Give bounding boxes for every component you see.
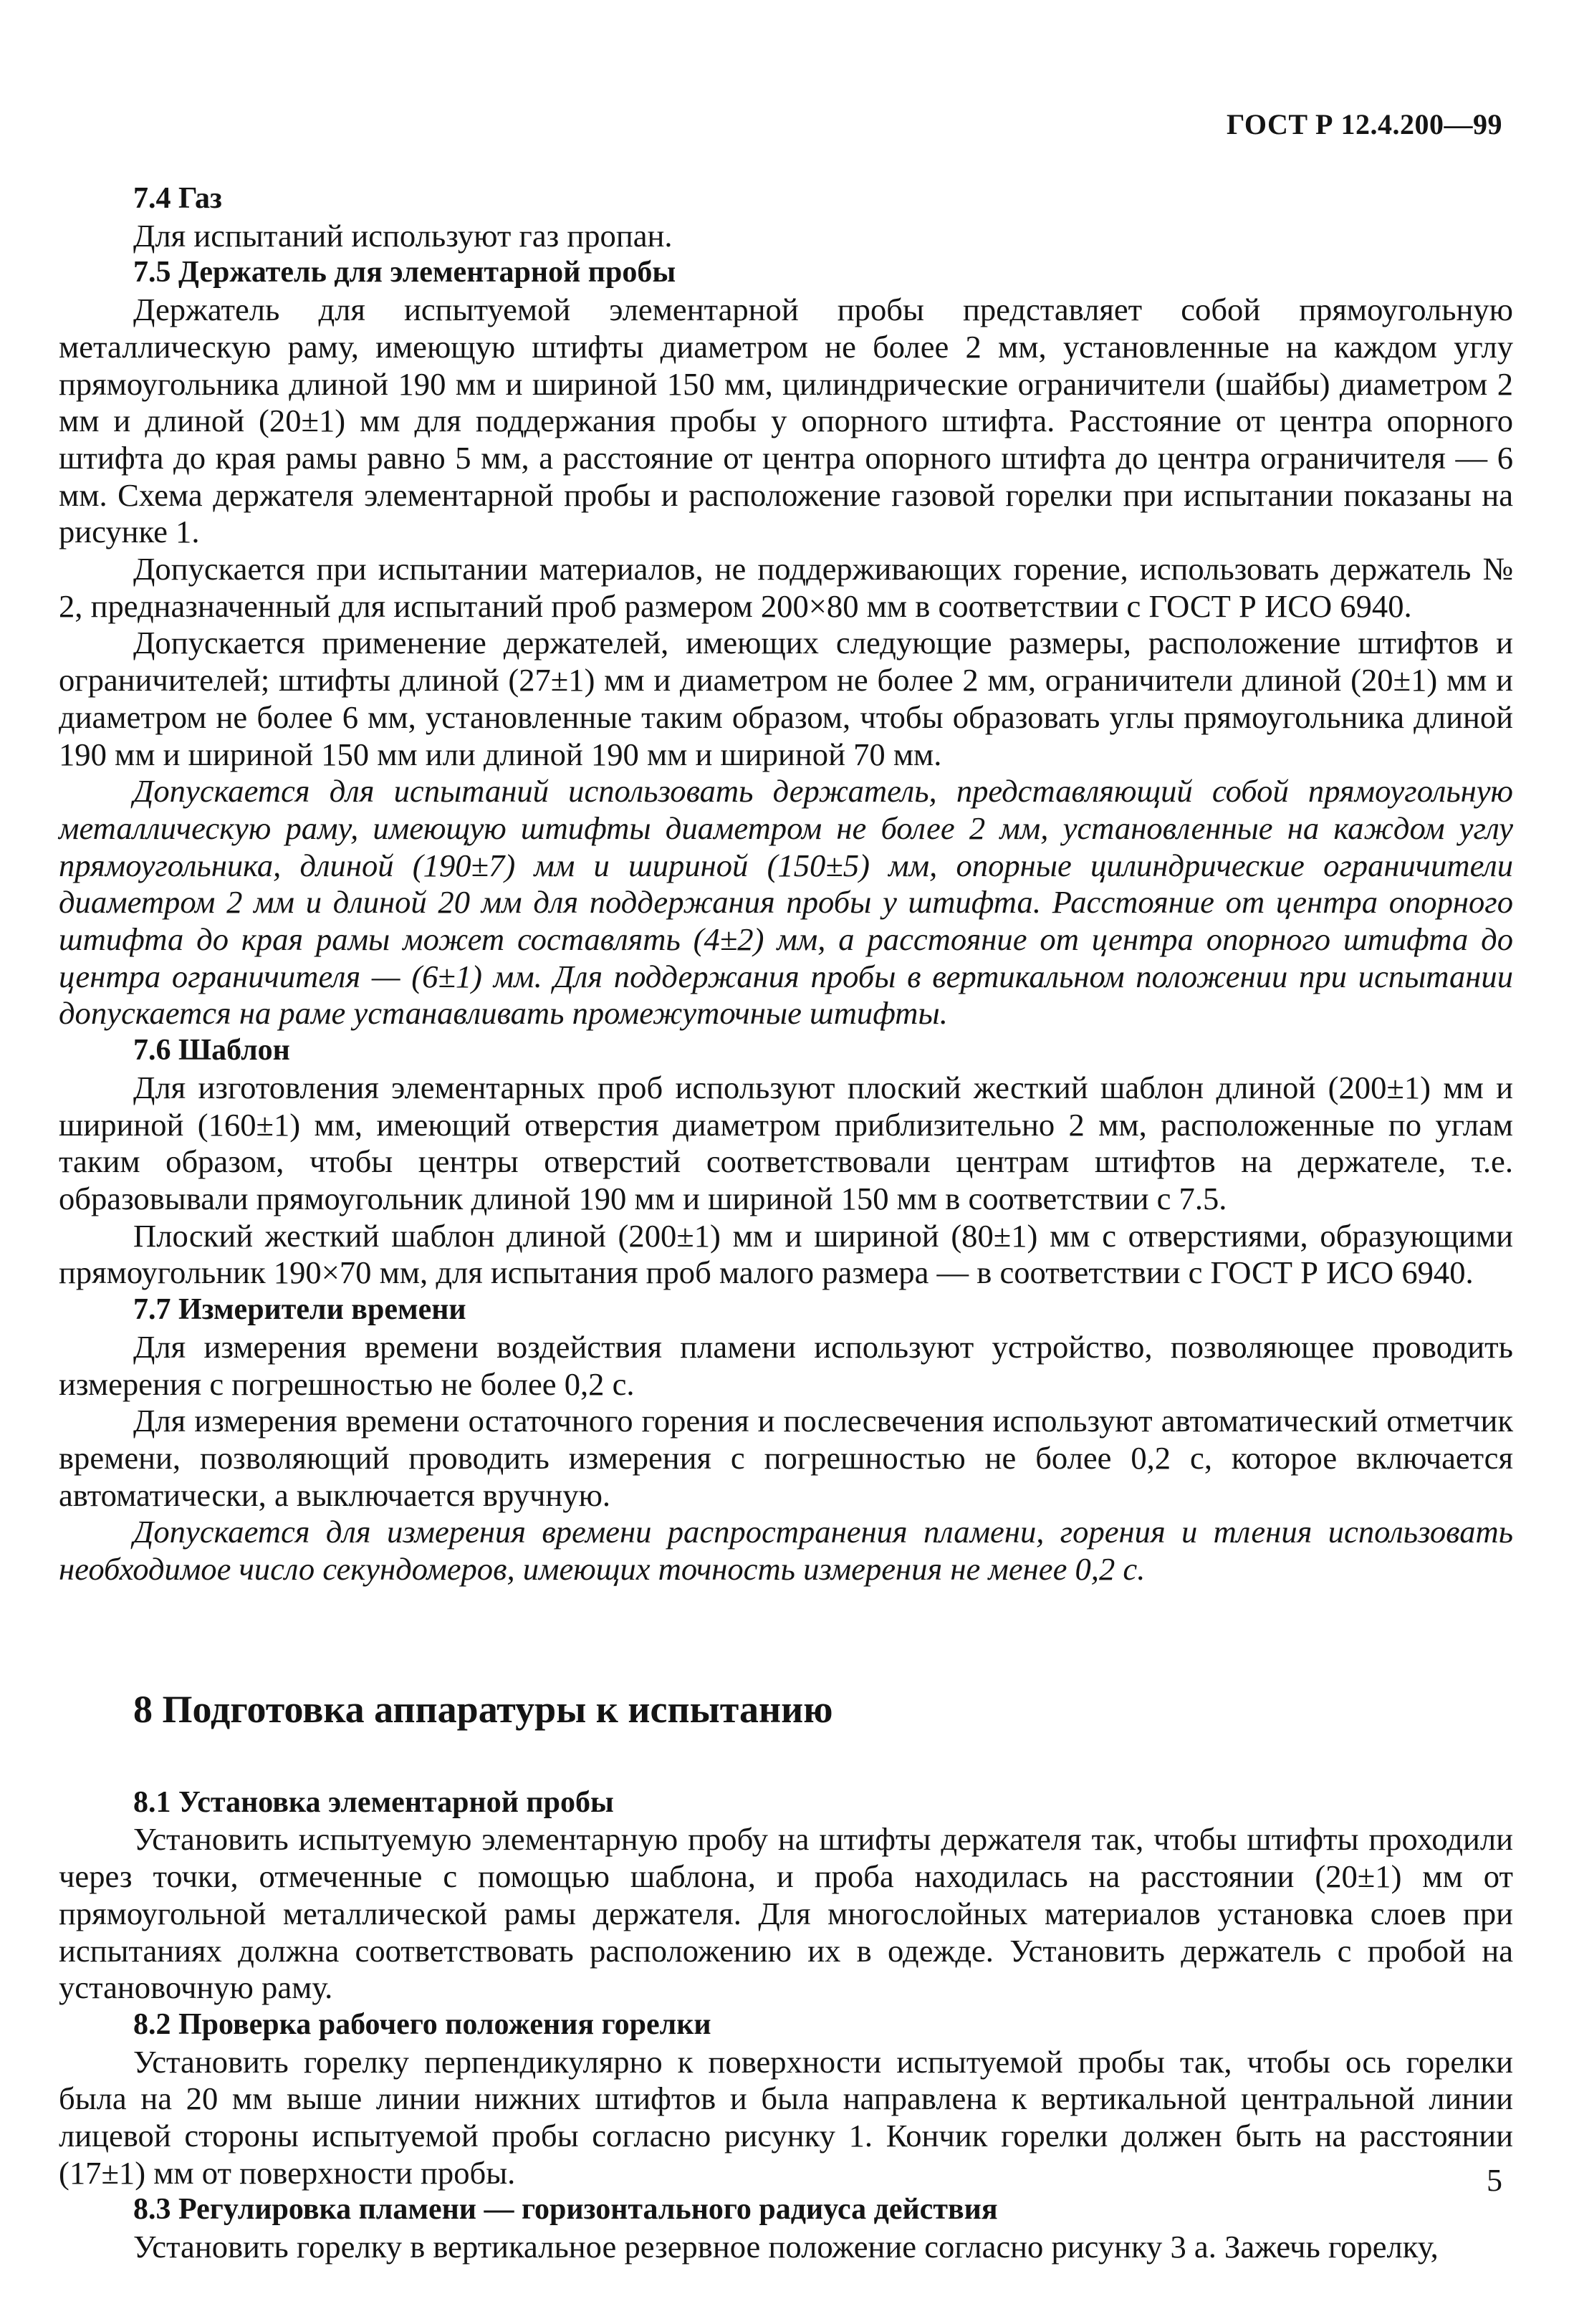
section-heading-7-4: 7.4 Газ [133, 182, 222, 215]
paragraph: Плоский жесткий шаблон длиной (200±1) мм и шириной (80±1) мм с отверстиями, образующими прямоугольник 190×70 мм, для испытания проб малого размера — в соответствии с ГОСТ Р ИСО 6940. [59, 1217, 1513, 1291]
paragraph: Установить горелку перпендикулярно к поверхности испытуемой пробы так, чтобы ось горелки была на 20 мм выше линии нижних штифтов и была направлена к вертикальной центральной линии лицевой стороны испытуемой пробы согласно рисунку 1. Кончик горелки должен быть на расстоянии (17±1) мм от поверхности пробы. [59, 2043, 1513, 2191]
paragraph: Для измерения времени воздействия пламени используют устройство, позволяющее проводить измерения с погрешностью не более 0,2 с. [59, 1328, 1513, 1402]
section-heading-8: 8 Подготовка аппаратуры к испытанию [133, 1687, 833, 1731]
section-heading-7-6: 7.6 Шаблон [133, 1034, 290, 1067]
document-body [59, 181, 1513, 2266]
section-heading-8-2: 8.2 Проверка рабочего положения горелки [133, 2007, 711, 2041]
paragraph: Для испытаний используют газ пропан. [133, 217, 673, 254]
section-heading-8-3: 8.3 Регулировка пламени — горизонтального радиуса действия [133, 2193, 998, 2227]
section-heading-7-7: 7.7 Измерители времени [133, 1293, 466, 1327]
paragraph: Держатель для испытуемой элементарной пробы представляет собой прямоугольную металлическую раму, имеющую штифты диаметром не более 2 мм, установленные на каждом углу прямоугольника длиной 190 мм и шириной 150 мм, цилиндрические ограничители (шайбы) диаметром 2 мм и длиной (20±1) мм для поддержания пробы у опорного штифта. Расстояние от центра опорного штифта до края рамы равно 5 мм, а расстояние от центра опорного штифта до центра ограничителя — 6 мм. Схема держателя элементарной пробы и расположение газовой горелки при испытании показаны на рисунке 1. [59, 292, 1513, 550]
paragraph: Установить испытуемую элементарную пробу на штифты держателя так, чтобы штифты проходили через точки, отмеченные с помощью шаблона, и проба находилась на расстоянии (20±1) мм от прямоугольной металлической рамы держателя. Для многослойных материалов установка слоев при испытаниях должна соответствовать расположению их в одежде. Установить держатель с пробой на установочную раму. [59, 1821, 1513, 2006]
paragraph: Установить горелку в вертикальное резервное положение согласно рисунку 3 а. Зажечь горелку, [133, 2229, 1439, 2265]
standard-code: ГОСТ Р 12.4.200—99 [1226, 108, 1502, 140]
paragraph: Допускается применение держателей, имеющих следующие размеры, расположение штифтов и ограничителей; штифты длиной (27±1) мм и диаметром не более 2 мм, ограничители длиной (20±1) мм и диаметром не более 6 мм, установленные таким образом, чтобы образовать углы прямоугольника длиной 190 мм и шириной 150 мм или длиной 190 мм и шириной 70 мм. [59, 625, 1513, 772]
paragraph: Для измерения времени остаточного горения и послесвечения используют автоматический отметчик времени, позволяющий проводить измерения с погрешностью не более 0,2 с, которое включается автоматически, а выключается вручную. [59, 1403, 1513, 1513]
italic-paragraph: Допускается для испытаний использовать держатель, представляющий собой прямоугольную металлическую раму, имеющую штифты диаметром не более 2 мм, установленные на каждом углу прямоугольника, длиной (190±7) мм и шириной (150±5) мм, опорные цилиндрические ограничители диаметром 2 мм и длиной 20 мм для поддержания пробы у штифта. Расстояние от центра опорного штифта до края рамы может составлять (4±2) мм, а расстояние от центра опорного штифта до центра ограничителя — (6±1) мм. Для поддержания пробы в вертикальном положении при испытании допускается на раме устанавливать промежуточные штифты. [59, 773, 1513, 1032]
page-number: 5 [1487, 2163, 1502, 2198]
paragraph: Допускается при испытании материалов, не поддерживающих горение, использовать держатель № 2, предназначенный для испытаний проб размером 200×80 мм в соответствии с ГОСТ Р ИСО 6940. [59, 551, 1513, 624]
paragraph: Для изготовления элементарных проб используют плоский жесткий шаблон длиной (200±1) мм и шириной (160±1) мм, имеющий отверстия диаметром приблизительно 2 мм, расположенные по углам таким образом, чтобы центры отверстий соответствовали центрам штифтов на держателе, т.е. образовывали прямоугольник длиной 190 мм и шириной 150 мм в соответствии с 7.5. [59, 1069, 1513, 1216]
italic-paragraph: Допускается для измерения времени распространения пламени, горения и тления использовать необходимое число секундомеров, имеющих точность измерения не менее 0,2 с. [59, 1514, 1513, 1588]
section-heading-7-5: 7.5 Держатель для элементарной пробы [133, 256, 676, 289]
section-heading-8-1: 8.1 Установка элементарной пробы [133, 1785, 614, 1819]
